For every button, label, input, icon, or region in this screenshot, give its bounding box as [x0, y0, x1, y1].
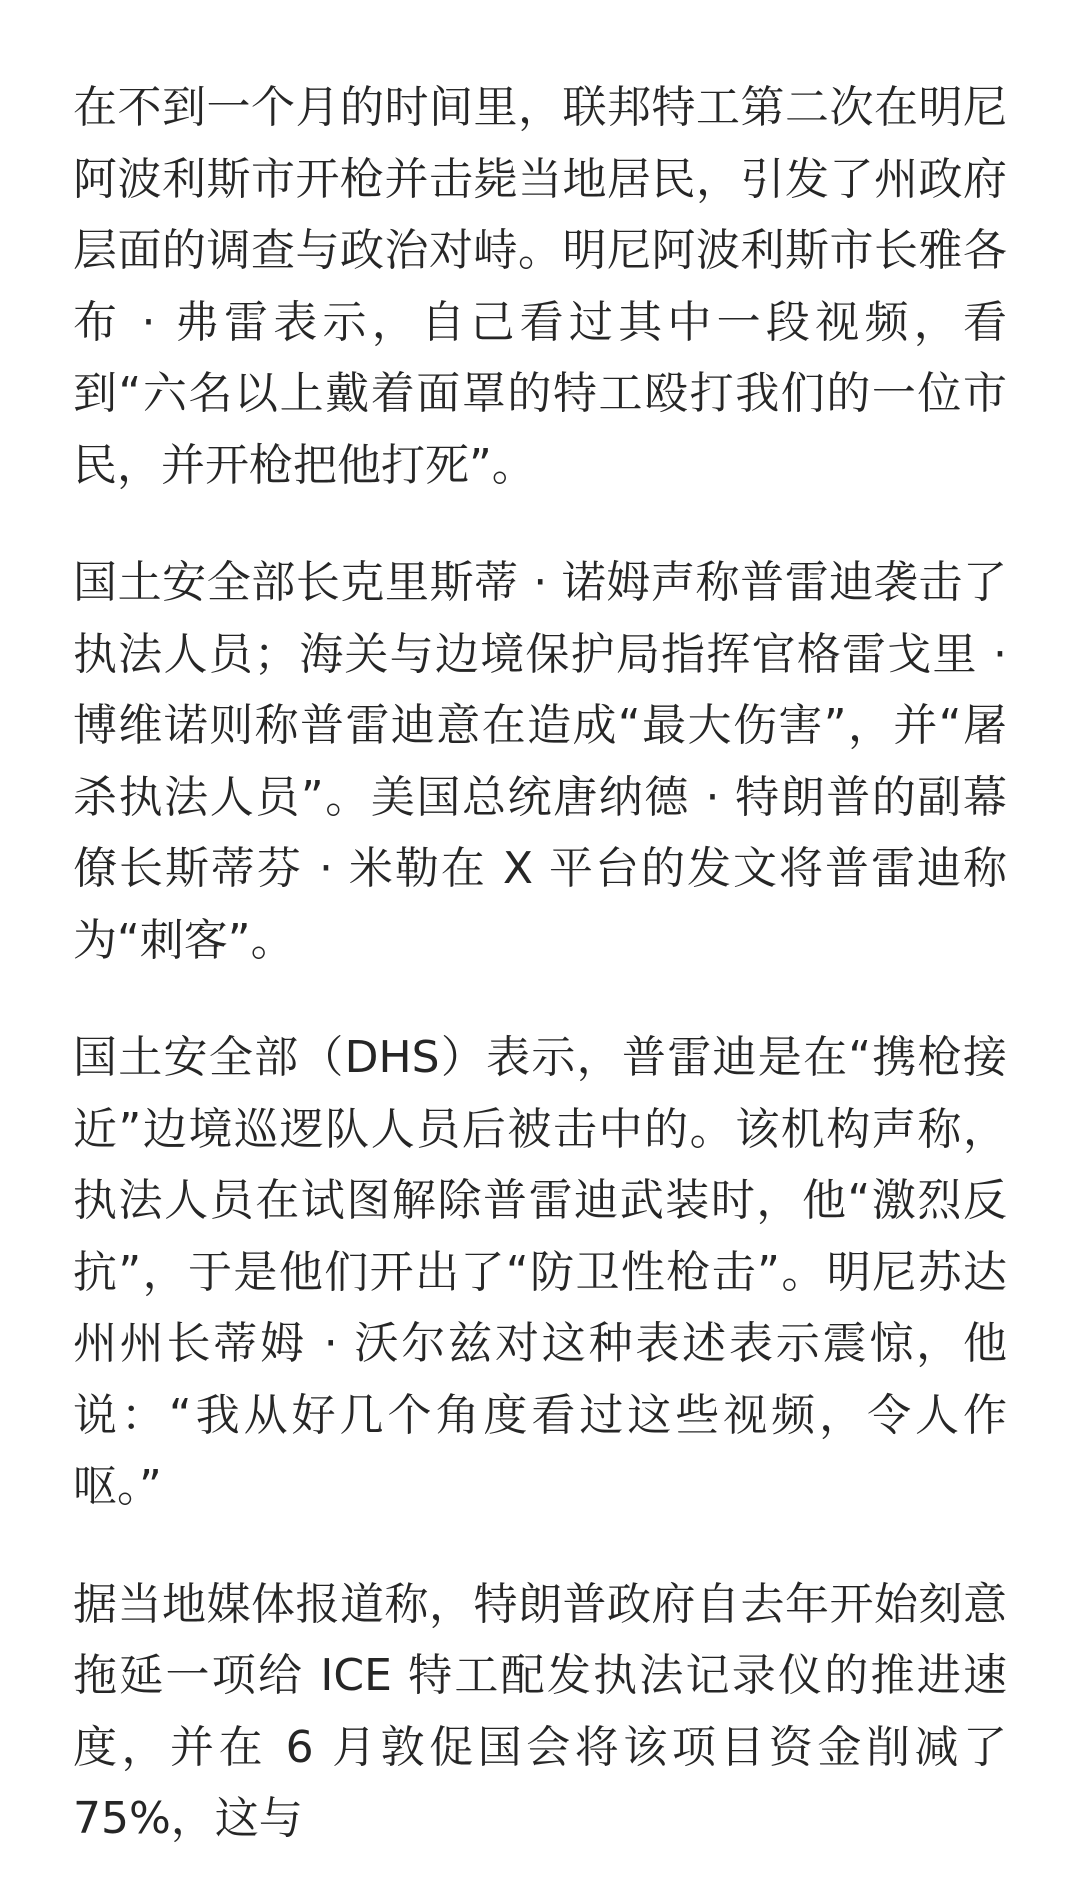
article-paragraph-2: 国土安全部长克里斯蒂 · 诺姆声称普雷迪袭击了执法人员；海关与边境保护局指挥官格雷戈里 · 博维诺则称普雷迪意在造成“最大伤害”，并“屠杀执法人员”。美国总统唐纳德 · 特朗普的副幕僚长斯蒂芬 · 米勒在 X 平台的发文将普雷迪称为“刺客”。	[73, 557, 1007, 966]
article-body	[73, 72, 1007, 1901]
article-paragraph-4: 据当地媒体报道称，特朗普政府自去年开始刻意拖延一项给 ICE 特工配发执法记录仪的推进速度，并在 6 月敦促国会将该项目资金削减了 75%，这与	[73, 1578, 1007, 1844]
article-paragraph-1: 在不到一个月的时间里，联邦特工第二次在明尼阿波利斯市开枪并击毙当地居民，引发了州政府层面的调查与政治对峙。明尼阿波利斯市长雅各布 · 弗雷表示，自己看过其中一段视频，看到“六名以上戴着面罩的特工殴打我们的一位市民，并开枪把他打死”。	[73, 82, 1007, 491]
article-paragraph-3: 国土安全部（DHS）表示，普雷迪是在“携枪接近”边境巡逻队人员后被击中的。该机构声称，执法人员在试图解除普雷迪武装时，他“激烈反抗”，于是他们开出了“防卫性枪击”。明尼苏达州州长蒂姆 · 沃尔兹对这种表述表示震惊，他说：“我从好几个角度看过这些视频，令人作呕。”	[73, 1032, 1007, 1512]
